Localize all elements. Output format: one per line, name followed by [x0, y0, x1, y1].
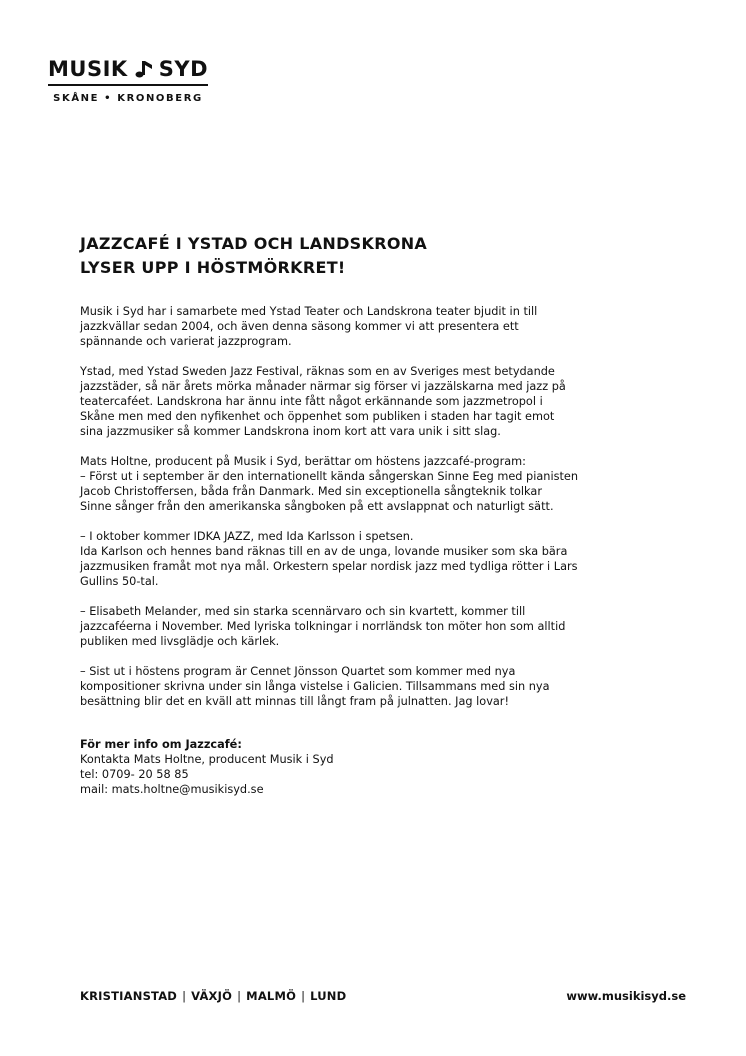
text-line: teatercaféet. Landskrona har ännu inte fått något erkännande som jazzmetropol i: [80, 395, 543, 408]
footer-cities: [80, 989, 346, 1004]
city-malmo: MALMÖ: [246, 989, 297, 1003]
logo-wordmark: [48, 54, 208, 86]
contact-heading: För mer info om Jazzcafé:: [80, 738, 242, 751]
paragraph-ystad: [80, 364, 660, 439]
logo-subtitle: SKÅNE • KRONOBERG: [53, 93, 203, 104]
city-kristianstad: KRISTIANSTAD: [80, 989, 178, 1003]
contact-mail[interactable]: mail: mats.holtne@musikisyd.se: [80, 783, 264, 796]
text-line: Skåne men med den nyfikenhet och öppenhet som publiken i staden har tagit emot: [80, 410, 555, 423]
paragraph-december: [80, 664, 660, 709]
paragraph-intro: [80, 304, 660, 349]
logo: [48, 54, 208, 106]
contact-block: [80, 737, 660, 797]
paragraph-october: [80, 529, 660, 589]
headline-line-1: JAZZCAFÉ I YSTAD OCH LANDSKRONA: [80, 234, 428, 253]
contact-phone: tel: 0709- 20 58 85: [80, 768, 189, 781]
text-line: publiken med livsglädje och kärlek.: [80, 635, 280, 648]
logo-word-right: SYD: [158, 57, 208, 81]
text-line: – Elisabeth Melander, med sin starka scennärvaro och sin kvartett, kommer till: [80, 605, 526, 618]
text-line: jazzkvällar sedan 2004, och även denna säsong kommer vi att presentera ett: [80, 320, 519, 333]
music-note-icon: [133, 59, 153, 79]
city-vaxjo: VÄXJÖ: [191, 989, 233, 1003]
text-line: jazzstäder, så när årets mörka månader närmar sig förser vi jazzälskarna med jazz på: [80, 380, 566, 393]
text-line: Mats Holtne, producent på Musik i Syd, berättar om höstens jazzcafé-program:: [80, 455, 526, 468]
text-line: kompositioner skrivna under sin långa vistelse i Galicien. Tillsammans med sin nya: [80, 680, 550, 693]
text-line: – Sist ut i höstens program är Cennet Jönsson Quartet som kommer med nya: [80, 665, 516, 678]
text-line: spännande och varierat jazzprogram.: [80, 335, 292, 348]
text-line: – Först ut i september är den internationellt kända sångerskan Sinne Eeg med pianisten: [80, 470, 579, 483]
headline-line-2: LYSER UPP I HÖSTMÖRKRET!: [80, 258, 346, 277]
separator: |: [237, 989, 242, 1003]
logo-word-left: MUSIK: [48, 57, 128, 81]
text-line: Sinne sånger från den amerikanska sångboken på ett avslappnat och naturligt sätt.: [80, 500, 554, 513]
text-line: Jacob Christoffersen, båda från Danmark. Med sin exceptionella sångteknik tolkar: [80, 485, 542, 498]
text-line: jazzmusiken framåt mot nya mål. Orkestern spelar nordisk jazz med tydliga rötter i Lars: [80, 560, 578, 573]
text-line: Ida Karlson och hennes band räknas till en av de unga, lovande musiker som ska bära: [80, 545, 568, 558]
text-line: – I oktober kommer IDKA JAZZ, med Ida Karlsson i spetsen.: [80, 530, 414, 543]
footer: [80, 989, 686, 1004]
text-line: Musik i Syd har i samarbete med Ystad Teater och Landskrona teater bjudit in till: [80, 305, 538, 318]
text-line: Ystad, med Ystad Sweden Jazz Festival, räknas som en av Sveriges mest betydande: [80, 365, 555, 378]
city-lund: LUND: [310, 989, 347, 1003]
text-line: sina jazzmusiker så kommer Landskrona inom kort att vara unik i sitt slag.: [80, 425, 501, 438]
text-line: jazzcaféerna i November. Med lyriska tolkningar i norrländsk ton möter hon som alltid: [80, 620, 566, 633]
paragraph-september: [80, 454, 660, 514]
paragraph-november: [80, 604, 660, 649]
separator: |: [182, 989, 187, 1003]
footer-url-link[interactable]: www.musikisyd.se: [566, 989, 686, 1003]
headline: [80, 232, 640, 280]
article-body: [80, 304, 660, 797]
separator: |: [301, 989, 306, 1003]
text-line: Gullins 50-tal.: [80, 575, 159, 588]
contact-name: Kontakta Mats Holtne, producent Musik i Syd: [80, 753, 334, 766]
text-line: besättning blir det en kväll att minnas till långt fram på julnatten. Jag lovar!: [80, 695, 509, 708]
